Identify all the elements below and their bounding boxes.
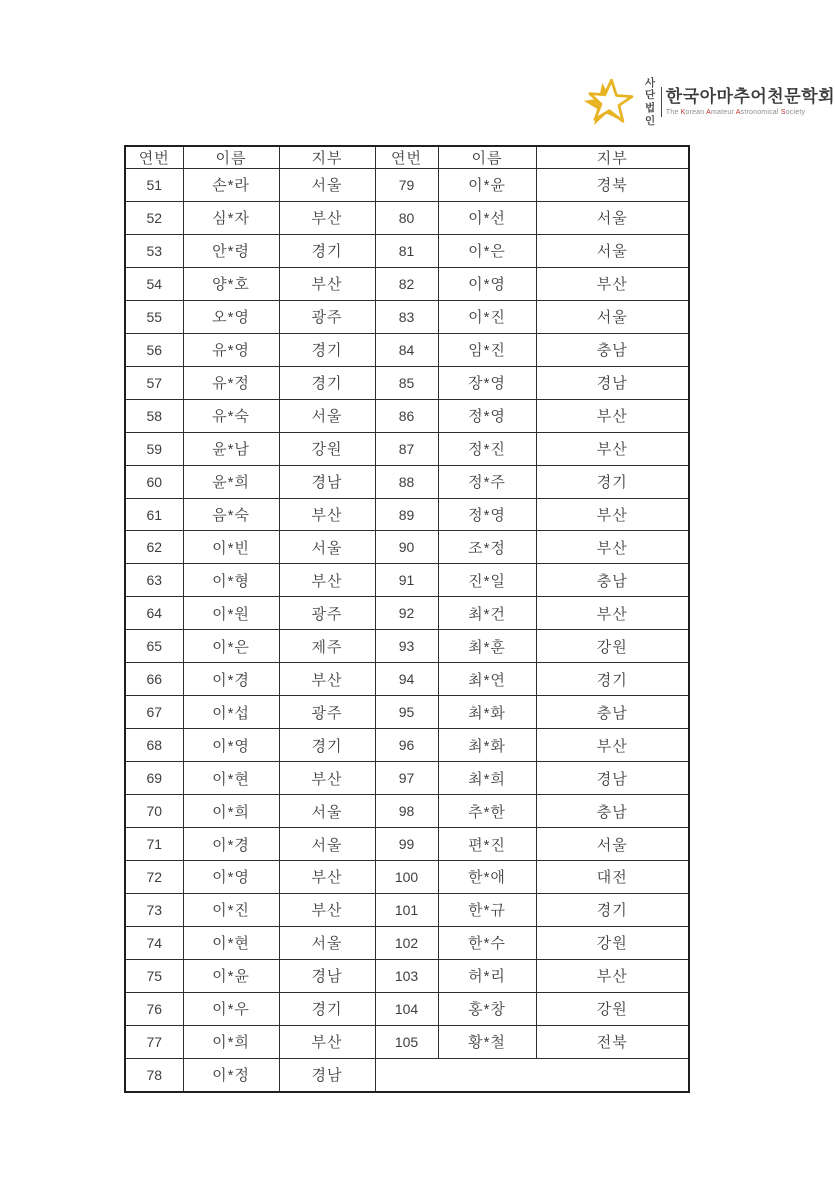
cell-name: 이*진: [438, 300, 536, 333]
cell-name: 이*현: [183, 926, 279, 959]
cell-branch: 서울: [536, 300, 689, 333]
cell-no: 94: [375, 663, 438, 696]
cell-name: 최*연: [438, 663, 536, 696]
cell-no: 87: [375, 432, 438, 465]
org-type-line2: 법인: [645, 102, 656, 127]
cell-branch: 강원: [536, 630, 689, 663]
table-row: [125, 828, 689, 861]
table-row: [125, 696, 689, 729]
cell-branch: 충남: [536, 333, 689, 366]
cell-no: 65: [125, 630, 183, 663]
cell-branch: 부산: [279, 267, 375, 300]
cell-no: 77: [125, 1025, 183, 1058]
cell-name: 이*빈: [183, 531, 279, 564]
cell-no: 70: [125, 795, 183, 828]
table-row: [125, 926, 689, 959]
table-row: [125, 1025, 689, 1058]
cell-name: 진*일: [438, 564, 536, 597]
table-row: [125, 729, 689, 762]
cell-no: 91: [375, 564, 438, 597]
cell-branch: 경기: [279, 366, 375, 399]
cell-no: 95: [375, 696, 438, 729]
cell-branch: 서울: [536, 201, 689, 234]
table-row: [125, 267, 689, 300]
cell-no: 71: [125, 828, 183, 861]
cell-name: 양*호: [183, 267, 279, 300]
table-row: [125, 333, 689, 366]
cell-branch: 부산: [536, 267, 689, 300]
cell-no: 68: [125, 729, 183, 762]
cell-name: 손*라: [183, 169, 279, 202]
cell-branch: 대전: [536, 861, 689, 894]
cell-name: 이*영: [438, 267, 536, 300]
cell-name: 정*진: [438, 432, 536, 465]
table-row: [125, 169, 689, 202]
cell-branch: 서울: [536, 828, 689, 861]
column-header-name: 이름: [183, 146, 279, 169]
cell-name: 이*윤: [183, 959, 279, 992]
cell-no: 103: [375, 959, 438, 992]
cell-no: 59: [125, 432, 183, 465]
cell-no: 74: [125, 926, 183, 959]
cell-branch: 부산: [279, 564, 375, 597]
cell-name: 홍*창: [438, 992, 536, 1025]
cell-name: 황*철: [438, 1025, 536, 1058]
table-row: [125, 861, 689, 894]
cell-branch: 부산: [536, 959, 689, 992]
cell-name: 이*영: [183, 729, 279, 762]
cell-no: 57: [125, 366, 183, 399]
column-header-no: 연번: [125, 146, 183, 169]
cell-no: 105: [375, 1025, 438, 1058]
cell-name: 유*정: [183, 366, 279, 399]
cell-branch: 부산: [536, 531, 689, 564]
cell-branch: 경남: [279, 1058, 375, 1092]
org-name-korean: 한국아마추어천문학회: [665, 87, 835, 107]
cell-name: 이*영: [183, 861, 279, 894]
cell-branch: 부산: [536, 399, 689, 432]
cell-branch: 충남: [536, 696, 689, 729]
member-table-header: [125, 146, 689, 169]
cell-branch: 서울: [279, 828, 375, 861]
cell-empty: [375, 1058, 689, 1092]
organization-logo: [583, 76, 835, 127]
table-row: [125, 234, 689, 267]
cell-no: 73: [125, 893, 183, 926]
cell-no: 81: [375, 234, 438, 267]
cell-name: 추*한: [438, 795, 536, 828]
cell-branch: 강원: [279, 432, 375, 465]
cell-branch: 부산: [279, 893, 375, 926]
cell-no: 63: [125, 564, 183, 597]
cell-no: 98: [375, 795, 438, 828]
cell-no: 83: [375, 300, 438, 333]
cell-name: 정*영: [438, 498, 536, 531]
cell-no: 64: [125, 597, 183, 630]
cell-branch: 광주: [279, 597, 375, 630]
table-row: [125, 597, 689, 630]
table-row: [125, 663, 689, 696]
cell-branch: 경기: [536, 893, 689, 926]
cell-branch: 경남: [536, 366, 689, 399]
table-row: [125, 992, 689, 1025]
logo-divider: [661, 87, 662, 117]
cell-name: 최*훈: [438, 630, 536, 663]
table-row: [125, 300, 689, 333]
cell-no: 99: [375, 828, 438, 861]
cell-no: 78: [125, 1058, 183, 1092]
cell-branch: 부산: [536, 498, 689, 531]
cell-no: 97: [375, 762, 438, 795]
cell-name: 이*경: [183, 663, 279, 696]
cell-branch: 경기: [279, 729, 375, 762]
table-row: [125, 762, 689, 795]
star-icon: [583, 79, 639, 125]
cell-name: 임*진: [438, 333, 536, 366]
cell-name: 최*건: [438, 597, 536, 630]
cell-no: 60: [125, 465, 183, 498]
cell-branch: 부산: [279, 1025, 375, 1058]
table-row: [125, 201, 689, 234]
cell-branch: 경기: [279, 992, 375, 1025]
cell-name: 이*형: [183, 564, 279, 597]
table-row: [125, 399, 689, 432]
cell-branch: 부산: [536, 597, 689, 630]
table-row: [125, 893, 689, 926]
cell-branch: 제주: [279, 630, 375, 663]
cell-branch: 경기: [536, 465, 689, 498]
cell-no: 53: [125, 234, 183, 267]
cell-name: 허*리: [438, 959, 536, 992]
cell-no: 90: [375, 531, 438, 564]
cell-no: 76: [125, 992, 183, 1025]
cell-name: 이*윤: [438, 169, 536, 202]
cell-no: 82: [375, 267, 438, 300]
table-row: [125, 432, 689, 465]
cell-name: 오*영: [183, 300, 279, 333]
cell-name: 한*애: [438, 861, 536, 894]
cell-name: 심*자: [183, 201, 279, 234]
cell-no: 72: [125, 861, 183, 894]
cell-no: 52: [125, 201, 183, 234]
cell-branch: 경기: [279, 333, 375, 366]
cell-branch: 충남: [536, 795, 689, 828]
cell-name: 이*원: [183, 597, 279, 630]
table-row: [125, 630, 689, 663]
table-row: [125, 366, 689, 399]
cell-no: 69: [125, 762, 183, 795]
cell-no: 88: [375, 465, 438, 498]
cell-no: 86: [375, 399, 438, 432]
cell-no: 80: [375, 201, 438, 234]
table-row: [125, 795, 689, 828]
cell-no: 101: [375, 893, 438, 926]
cell-branch: 강원: [536, 926, 689, 959]
cell-branch: 부산: [279, 498, 375, 531]
cell-branch: 경기: [536, 663, 689, 696]
cell-no: 75: [125, 959, 183, 992]
cell-name: 한*수: [438, 926, 536, 959]
cell-branch: 서울: [279, 169, 375, 202]
cell-name: 이*희: [183, 1025, 279, 1058]
cell-branch: 전북: [536, 1025, 689, 1058]
cell-name: 이*경: [183, 828, 279, 861]
cell-no: 56: [125, 333, 183, 366]
cell-branch: 부산: [279, 663, 375, 696]
cell-no: 102: [375, 926, 438, 959]
org-type-label: [643, 77, 658, 127]
member-table-body: [125, 169, 689, 1093]
cell-name: 한*규: [438, 893, 536, 926]
cell-no: 51: [125, 169, 183, 202]
cell-name: 이*정: [183, 1058, 279, 1092]
cell-no: 93: [375, 630, 438, 663]
cell-name: 최*화: [438, 696, 536, 729]
org-type-line1: 사단: [645, 76, 656, 102]
cell-branch: 경기: [279, 234, 375, 267]
cell-no: 67: [125, 696, 183, 729]
table-row: [125, 564, 689, 597]
cell-branch: 경북: [536, 169, 689, 202]
cell-name: 정*영: [438, 399, 536, 432]
cell-no: 79: [375, 169, 438, 202]
cell-no: 84: [375, 333, 438, 366]
cell-no: 89: [375, 498, 438, 531]
cell-name: 윤*희: [183, 465, 279, 498]
cell-branch: 서울: [279, 399, 375, 432]
cell-no: 96: [375, 729, 438, 762]
cell-branch: 광주: [279, 300, 375, 333]
table-row: [125, 1058, 689, 1092]
column-header-name: 이름: [438, 146, 536, 169]
cell-no: 54: [125, 267, 183, 300]
cell-branch: 광주: [279, 696, 375, 729]
cell-name: 이*진: [183, 893, 279, 926]
cell-no: 85: [375, 366, 438, 399]
cell-name: 이*우: [183, 992, 279, 1025]
cell-name: 윤*남: [183, 432, 279, 465]
cell-no: 100: [375, 861, 438, 894]
cell-no: 92: [375, 597, 438, 630]
cell-branch: 경남: [279, 959, 375, 992]
cell-name: 안*령: [183, 234, 279, 267]
cell-name: 이*은: [183, 630, 279, 663]
cell-name: 이*은: [438, 234, 536, 267]
cell-branch: 서울: [279, 926, 375, 959]
cell-branch: 부산: [536, 432, 689, 465]
cell-branch: 강원: [536, 992, 689, 1025]
cell-name: 최*희: [438, 762, 536, 795]
header-row: [125, 146, 689, 169]
cell-branch: 서울: [536, 234, 689, 267]
cell-no: 62: [125, 531, 183, 564]
cell-name: 최*화: [438, 729, 536, 762]
column-header-no: 연번: [375, 146, 438, 169]
table-row: [125, 531, 689, 564]
table-row: [125, 465, 689, 498]
cell-branch: 부산: [279, 201, 375, 234]
cell-name: 정*주: [438, 465, 536, 498]
member-table: [124, 145, 690, 1093]
table-row: [125, 498, 689, 531]
cell-name: 유*숙: [183, 399, 279, 432]
column-header-branch: 지부: [279, 146, 375, 169]
cell-name: 장*영: [438, 366, 536, 399]
cell-branch: 충남: [536, 564, 689, 597]
cell-name: 이*현: [183, 762, 279, 795]
cell-branch: 서울: [279, 531, 375, 564]
cell-no: 61: [125, 498, 183, 531]
cell-name: 이*섭: [183, 696, 279, 729]
cell-branch: 경남: [536, 762, 689, 795]
cell-no: 55: [125, 300, 183, 333]
cell-name: 음*숙: [183, 498, 279, 531]
cell-no: 104: [375, 992, 438, 1025]
cell-branch: 부산: [279, 762, 375, 795]
table-row: [125, 959, 689, 992]
cell-branch: 경남: [279, 465, 375, 498]
cell-branch: 서울: [279, 795, 375, 828]
cell-no: 58: [125, 399, 183, 432]
column-header-branch: 지부: [536, 146, 689, 169]
cell-name: 유*영: [183, 333, 279, 366]
cell-no: 66: [125, 663, 183, 696]
cell-name: 조*정: [438, 531, 536, 564]
cell-name: 이*희: [183, 795, 279, 828]
cell-branch: 부산: [279, 861, 375, 894]
cell-name: 편*진: [438, 828, 536, 861]
cell-name: 이*선: [438, 201, 536, 234]
cell-branch: 부산: [536, 729, 689, 762]
org-name-english: The Korean Amateur Astronomical Society: [665, 108, 806, 116]
